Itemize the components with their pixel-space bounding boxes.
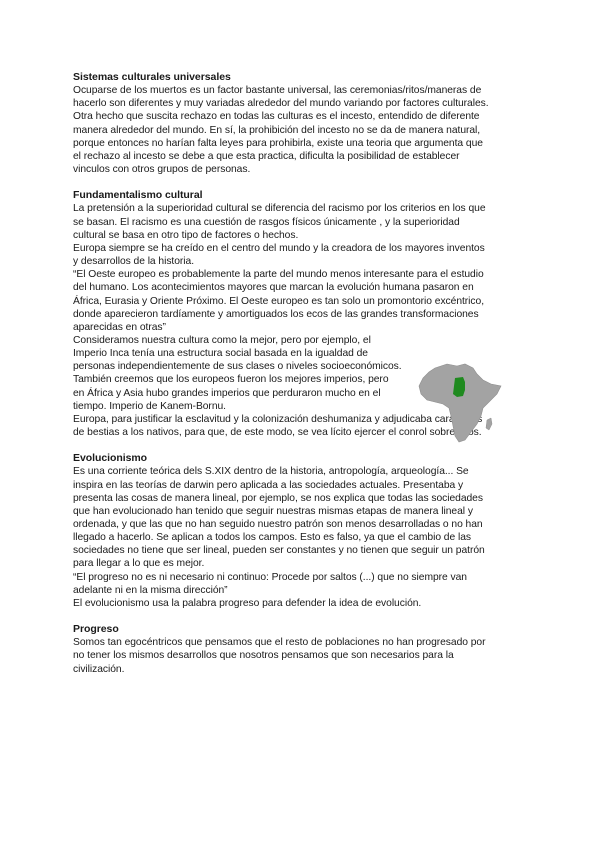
quote-line: “El Oeste europeo es probablemente la parte del mundo menos interesante para el estudio (73, 269, 484, 281)
text-line: El evolucionismo usa la palabra progreso para defender la idea de evolución. (73, 597, 422, 609)
text-line: para llegar a lo que es mejor. (73, 558, 205, 570)
text-line: manera alrededor del mundo. En sí, la prohibición del incesto no se da de manera natural, (73, 124, 481, 136)
text-line: que han evolucionado han tenido que seguir nuestras mismas etapas de manera lineal y (73, 505, 473, 517)
text-line: en África y Asia hubo grandes imperios que perduraron mucho en el (73, 387, 381, 399)
text-line: sociedades no tiene que ser lineal, pueden ser constantes y no tienen que seguir un patrón (73, 545, 485, 557)
text-line: ordenada, y que las que no han seguido nuestro patrón son menos desarrolladas o no han (73, 519, 483, 530)
section-heading: Progreso (73, 623, 119, 636)
text-line: Europa siempre se ha creído en el centro del mundo y la creadora de los mayores inventos (73, 242, 485, 254)
text-line: civilización. (73, 663, 125, 675)
africa-map-icon (413, 356, 505, 448)
section-heading: Fundamentalismo cultural (73, 189, 203, 202)
quote-line: aparecidas en otras” (73, 321, 166, 333)
text-line: no tener los mismos desarrollos que nosotros pensamos que son necesarios para la (73, 650, 454, 662)
text-line: el rechazo al incesto se debe a que esta practica, dificulta la posibilidad de establecer (73, 150, 460, 162)
text-line: hacerlo son diferentes y muy variadas alrededor del mundo variando por factores culturales. (73, 98, 489, 110)
quote-line: África, Eurasia y Oriente Próximo. El Oeste europeo es tan solo un promontorio excéntrico, (73, 295, 485, 307)
text-line: cultural se basa en otro tipo de factores o hechos. (73, 229, 299, 241)
highlighted-region-shape (453, 377, 465, 397)
africa-continent-shape (419, 364, 501, 442)
section-heading: Sistemas culturales universales (73, 71, 231, 83)
quote-line: donde aparecieron tardíamente y amortiguados los ecos de las grandes transformaciones (73, 308, 479, 320)
text-line: inspira en las teorías de darwin pero aplicada a las sociedades actuales. Presentaba y (73, 479, 464, 491)
section-sistemas-culturales (73, 71, 533, 176)
text-line: Somos tan egocéntricos que pensamos que el resto de poblaciones no han progresado por (73, 637, 486, 649)
text-line: Europa, para justificar la esclavitud y la colonización deshumaniza y adjudicaba caracteres (73, 413, 483, 425)
quote-line: “El progreso no es ni necesario ni continuo: Procede por saltos (...) que no siempre van (73, 571, 467, 583)
text-line: La pretensión a la superioridad cultural se diferencia del racismo por los criterios en los que (73, 203, 486, 215)
text-line: Imperio Inca tenía una estructura social basada en la igualdad de (73, 348, 368, 360)
text-line: tiempo. Imperio de Kanem-Bornu. (73, 400, 226, 412)
madagascar-shape (486, 418, 492, 430)
section-progreso (73, 623, 533, 676)
quote-line: del humano. Los acontecimientos mayores que marcan la evolución humana pasaron en (73, 282, 474, 294)
text-line: personas independientemente de sus clases o niveles socioeconómicos. (73, 361, 402, 373)
quote-line: adelante ni en la misma dirección” (73, 584, 228, 596)
text-line: Consideramos nuestra cultura como la mejor, pero por ejemplo, el (73, 334, 371, 346)
text-line: vinculos con otros grupos de personas. (73, 164, 251, 176)
text-line: de bestias a los nativos, para que, de este modo, se vea lícito ejercer el conrol sobre ellos. (73, 427, 482, 439)
text-line: llegado a hacerlo. Se aplican a todos los campos. Esto es falso, ya que el cambio de las (73, 532, 471, 544)
text-line: Otra hecho que suscita rechazo en todas las culturas es el incesto, entendido de diferente (73, 111, 480, 123)
text-line: Ocuparse de los muertos es un factor bastante universal, las ceremonias/ritos/maneras de (73, 85, 482, 97)
text-line: presenta las cosas de manera lineal, por ejemplo, se nos explica que todas las sociedades (73, 492, 483, 504)
text-line: se basan. El racismo es una cuestión de rasgos físicos únicamente , y la superioridad (73, 216, 460, 228)
text-line: porque entonces no harían falta leyes para prohibirla, existe una teoria que argumenta que (73, 137, 483, 149)
text-line: Es una corriente teórica dels S.XIX dentro de la historia, antropología, arqueología... Se (73, 466, 469, 478)
section-heading: Evolucionismo (73, 452, 148, 465)
section-evolucionismo (73, 452, 533, 610)
text-line: y desarrollos de la historia. (73, 256, 195, 268)
text-line: También creemos que los europeos fueron los mejores imperios, pero (73, 374, 389, 386)
